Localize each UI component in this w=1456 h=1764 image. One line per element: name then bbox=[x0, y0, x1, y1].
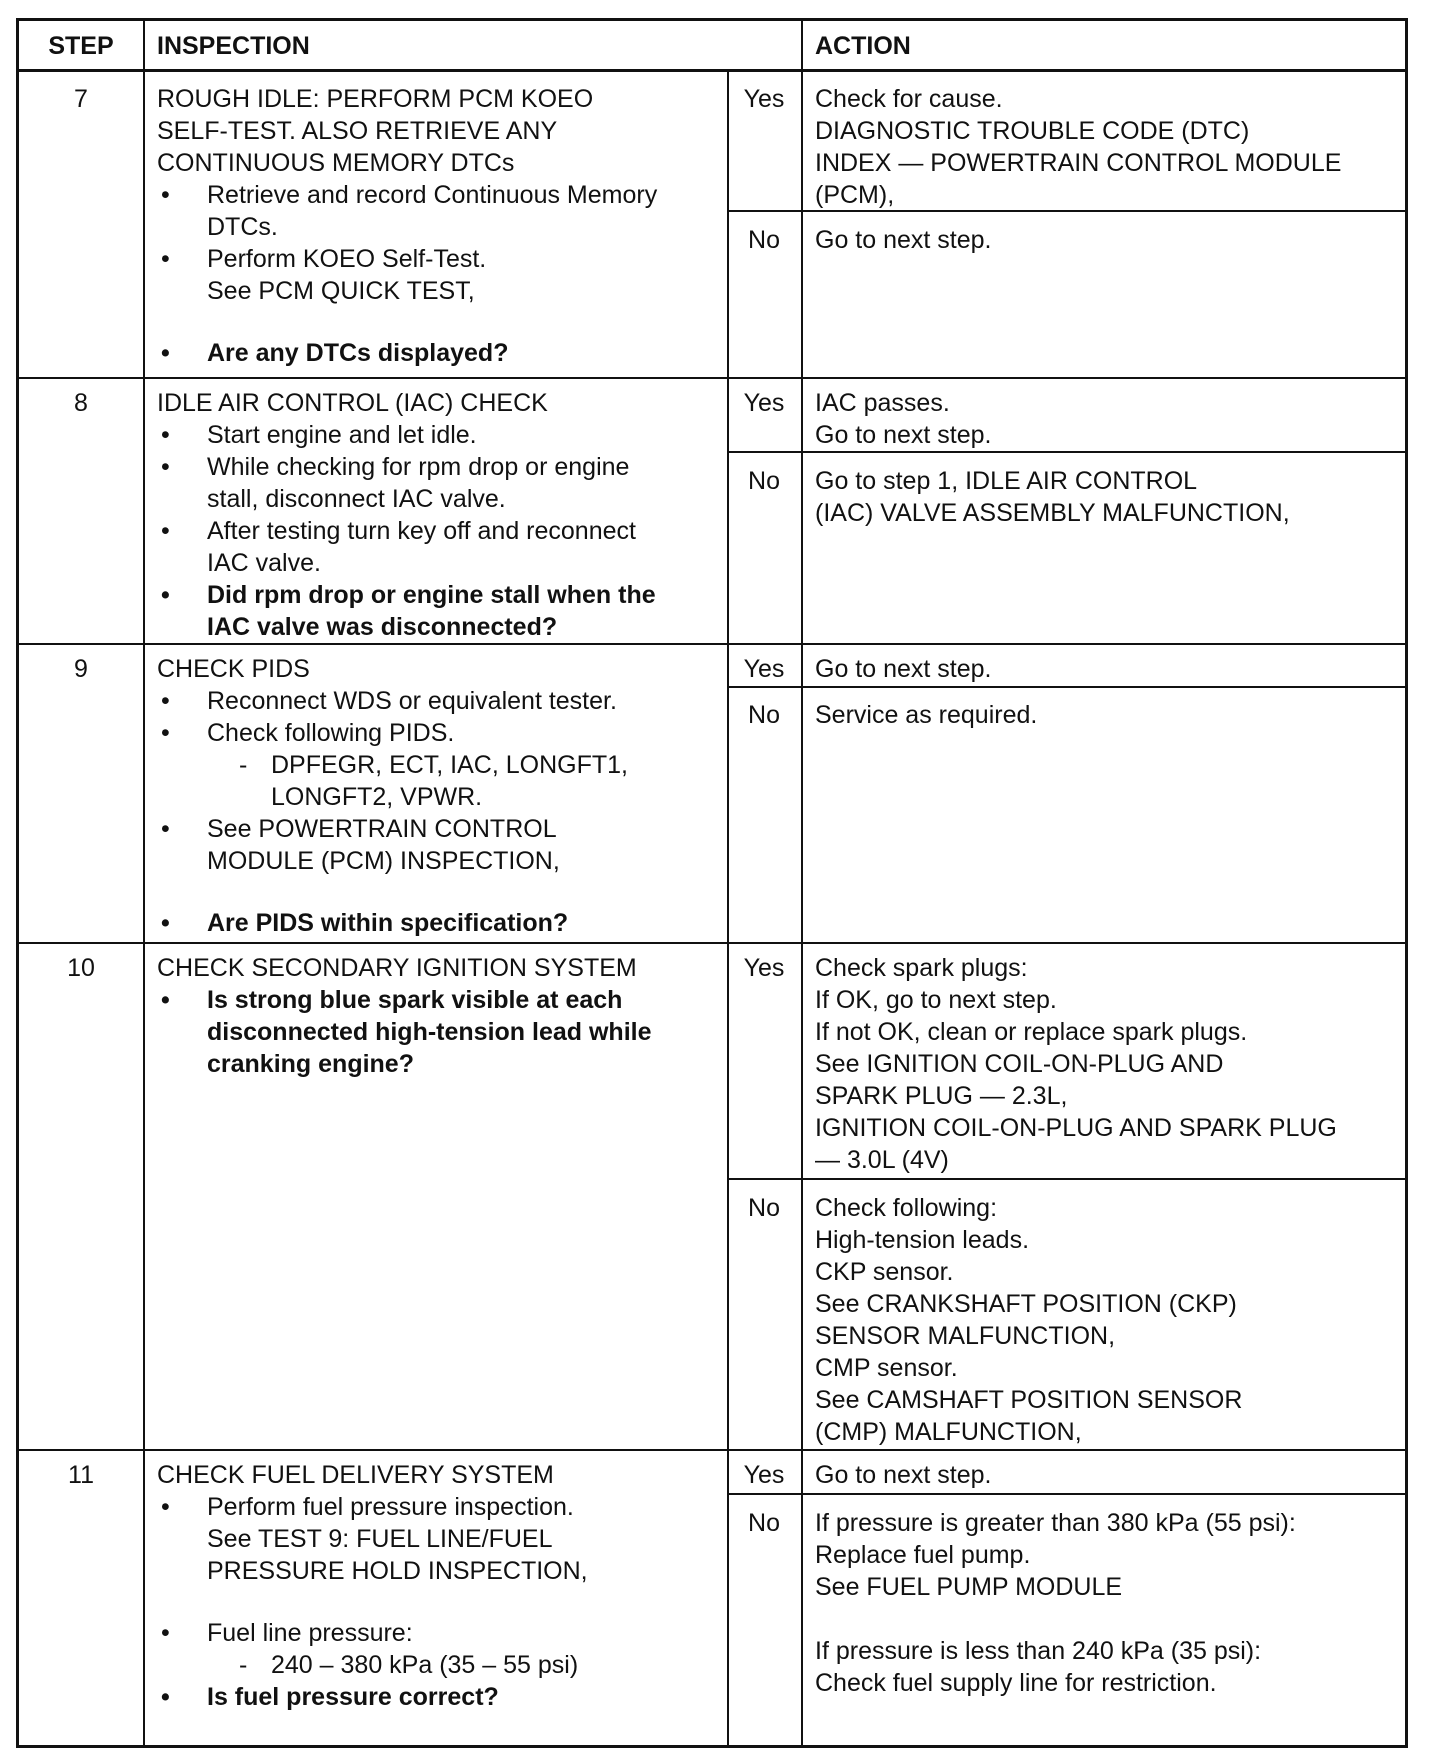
no-action bbox=[815, 1507, 1296, 1699]
yes-label: Yes bbox=[743, 655, 785, 683]
action-line: Check fuel supply line for restriction. bbox=[815, 1669, 1217, 1697]
no-label: No bbox=[748, 701, 780, 729]
diagnostic-table bbox=[16, 18, 1408, 1748]
action-line: CMP sensor. bbox=[815, 1354, 958, 1382]
action-line: — 3.0L (4V) bbox=[815, 1146, 949, 1174]
yes-label: Yes bbox=[743, 85, 785, 113]
bullet-item: • After testing turn key off and reconnect bbox=[157, 515, 656, 547]
bullet-item: • Check following PIDS. bbox=[157, 717, 628, 749]
inspection-question: IAC valve was disconnected? bbox=[207, 613, 558, 641]
bullet-item: • Perform KOEO Self-Test. bbox=[157, 243, 657, 275]
dash-continuation: LONGFT2, VPWR. bbox=[271, 783, 483, 811]
action-line: (CMP) MALFUNCTION, bbox=[815, 1418, 1082, 1446]
action-line: Replace fuel pump. bbox=[815, 1541, 1031, 1569]
yes-label: Yes bbox=[743, 954, 785, 982]
inspection-title: CHECK FUEL DELIVERY SYSTEM bbox=[157, 1461, 554, 1489]
yes-action bbox=[815, 83, 1341, 211]
bullet-item: • See POWERTRAIN CONTROL bbox=[157, 813, 628, 845]
yes-action bbox=[815, 653, 992, 685]
yes-action bbox=[815, 387, 992, 451]
action-line: See CRANKSHAFT POSITION (CKP) bbox=[815, 1290, 1237, 1318]
inspection-step-10 bbox=[157, 952, 652, 1080]
dash-item: - 240 – 380 kPa (35 – 55 psi) bbox=[239, 1651, 579, 1679]
inspection-question: • Is fuel pressure correct? bbox=[157, 1681, 588, 1713]
step-number: 9 bbox=[74, 655, 88, 683]
no-label: No bbox=[748, 1509, 780, 1537]
no-label: No bbox=[748, 467, 780, 495]
inspection-step-11 bbox=[157, 1459, 588, 1713]
inspection-question: • Did rpm drop or engine stall when the bbox=[157, 579, 656, 611]
bullet-item: • Start engine and let idle. bbox=[157, 419, 656, 451]
inspection-title: SELF-TEST. ALSO RETRIEVE ANY bbox=[157, 117, 558, 145]
yes-label: Yes bbox=[743, 389, 785, 417]
inspection-step-8 bbox=[157, 387, 656, 643]
inspection-title: IDLE AIR CONTROL (IAC) CHECK bbox=[157, 389, 548, 417]
action-line: Check for cause. bbox=[815, 85, 1003, 113]
bullet-item: • While checking for rpm drop or engine bbox=[157, 451, 656, 483]
bullet-item: • Retrieve and record Continuous Memory bbox=[157, 179, 657, 211]
bullet-continuation: stall, disconnect IAC valve. bbox=[207, 485, 506, 513]
action-line: CKP sensor. bbox=[815, 1258, 954, 1286]
no-action bbox=[815, 699, 1037, 731]
action-line: IGNITION COIL-ON-PLUG AND SPARK PLUG bbox=[815, 1114, 1337, 1142]
inspection-title: CHECK PIDS bbox=[157, 655, 310, 683]
inspection-question: • Are any DTCs displayed? bbox=[157, 337, 657, 369]
inspection-question: disconnected high-tension lead while bbox=[207, 1018, 652, 1046]
action-line: IAC passes. bbox=[815, 389, 950, 417]
action-line: Go to next step. bbox=[815, 655, 992, 683]
action-line: Check following: bbox=[815, 1194, 998, 1222]
yes-no-divider bbox=[727, 451, 1405, 453]
inspection-question: • Are PIDS within specification? bbox=[157, 907, 628, 939]
action-line: See FUEL PUMP MODULE bbox=[815, 1573, 1123, 1601]
bullet-item: • Reconnect WDS or equivalent tester. bbox=[157, 685, 628, 717]
bullet-continuation: See TEST 9: FUEL LINE/FUEL bbox=[207, 1525, 553, 1553]
yes-label: Yes bbox=[743, 1461, 785, 1489]
row-divider bbox=[19, 942, 1405, 944]
action-line: High-tension leads. bbox=[815, 1226, 1030, 1254]
inspection-title: CHECK SECONDARY IGNITION SYSTEM bbox=[157, 954, 637, 982]
action-line: If pressure is greater than 380 kPa (55 psi): bbox=[815, 1509, 1296, 1537]
dash-text: DPFEGR, ECT, IAC, LONGFT1, bbox=[271, 751, 628, 779]
action-line: See IGNITION COIL-ON-PLUG AND bbox=[815, 1050, 1224, 1078]
col-divider-inspection bbox=[801, 21, 803, 1745]
bullet-continuation: IAC valve. bbox=[207, 549, 321, 577]
action-line: DIAGNOSTIC TROUBLE CODE (DTC) bbox=[815, 117, 1250, 145]
row-divider bbox=[19, 643, 1405, 645]
bullet-item: • Perform fuel pressure inspection. bbox=[157, 1491, 588, 1523]
header-divider bbox=[19, 69, 1405, 72]
dash-text: 240 – 380 kPa (35 – 55 psi) bbox=[271, 1651, 579, 1679]
inspection-step-7 bbox=[157, 83, 657, 369]
action-line: If pressure is less than 240 kPa (35 psi): bbox=[815, 1637, 1262, 1665]
no-label: No bbox=[748, 226, 780, 254]
action-line: Go to next step. bbox=[815, 421, 992, 449]
row-divider bbox=[19, 377, 1405, 379]
yes-no-divider bbox=[727, 1493, 1405, 1495]
action-line: If not OK, clean or replace spark plugs. bbox=[815, 1018, 1248, 1046]
yes-no-divider bbox=[727, 686, 1405, 688]
action-line: Go to next step. bbox=[815, 226, 992, 254]
bullet-item: • Fuel line pressure: bbox=[157, 1617, 588, 1649]
action-line: Service as required. bbox=[815, 701, 1038, 729]
action-line: Check spark plugs: bbox=[815, 954, 1028, 982]
no-label: No bbox=[748, 1194, 780, 1222]
inspection-title: ROUGH IDLE: PERFORM PCM KOEO bbox=[157, 85, 594, 113]
header-inspection: INSPECTION bbox=[157, 32, 310, 60]
action-line: SENSOR MALFUNCTION, bbox=[815, 1322, 1116, 1350]
action-line: (PCM), bbox=[815, 181, 895, 209]
action-line: Go to step 1, IDLE AIR CONTROL bbox=[815, 467, 1198, 495]
action-line: If OK, go to next step. bbox=[815, 986, 1057, 1014]
action-line: INDEX — POWERTRAIN CONTROL MODULE bbox=[815, 149, 1342, 177]
inspection-question: cranking engine? bbox=[207, 1050, 414, 1078]
action-line: (IAC) VALVE ASSEMBLY MALFUNCTION, bbox=[815, 499, 1290, 527]
yes-action bbox=[815, 1459, 992, 1491]
yes-action bbox=[815, 952, 1337, 1176]
no-action bbox=[815, 1192, 1242, 1448]
row-divider bbox=[19, 1449, 1405, 1451]
header-action: ACTION bbox=[815, 32, 911, 60]
yes-no-divider bbox=[727, 1178, 1405, 1180]
step-number: 10 bbox=[67, 954, 95, 982]
inspection-title: CONTINUOUS MEMORY DTCs bbox=[157, 149, 515, 177]
action-line: See CAMSHAFT POSITION SENSOR bbox=[815, 1386, 1243, 1414]
action-line bbox=[815, 1603, 1296, 1635]
action-line: SPARK PLUG — 2.3L, bbox=[815, 1082, 1068, 1110]
header-step: STEP bbox=[48, 32, 114, 60]
step-number: 11 bbox=[68, 1461, 94, 1489]
bullet-continuation: MODULE (PCM) INSPECTION, bbox=[207, 847, 560, 875]
no-action bbox=[815, 465, 1290, 529]
bullet-continuation: DTCs. bbox=[207, 213, 278, 241]
action-line: Go to next step. bbox=[815, 1461, 992, 1489]
no-action bbox=[815, 224, 992, 256]
inspection-question: • Is strong blue spark visible at each bbox=[157, 984, 652, 1016]
bullet-continuation: PRESSURE HOLD INSPECTION, bbox=[207, 1557, 588, 1585]
step-number: 8 bbox=[74, 389, 88, 417]
step-number: 7 bbox=[74, 85, 88, 113]
inspection-step-9 bbox=[157, 653, 628, 939]
col-divider-step bbox=[143, 21, 145, 1745]
bullet-continuation: See PCM QUICK TEST, bbox=[207, 277, 475, 305]
dash-item: - DPFEGR, ECT, IAC, LONGFT1, bbox=[239, 751, 628, 779]
